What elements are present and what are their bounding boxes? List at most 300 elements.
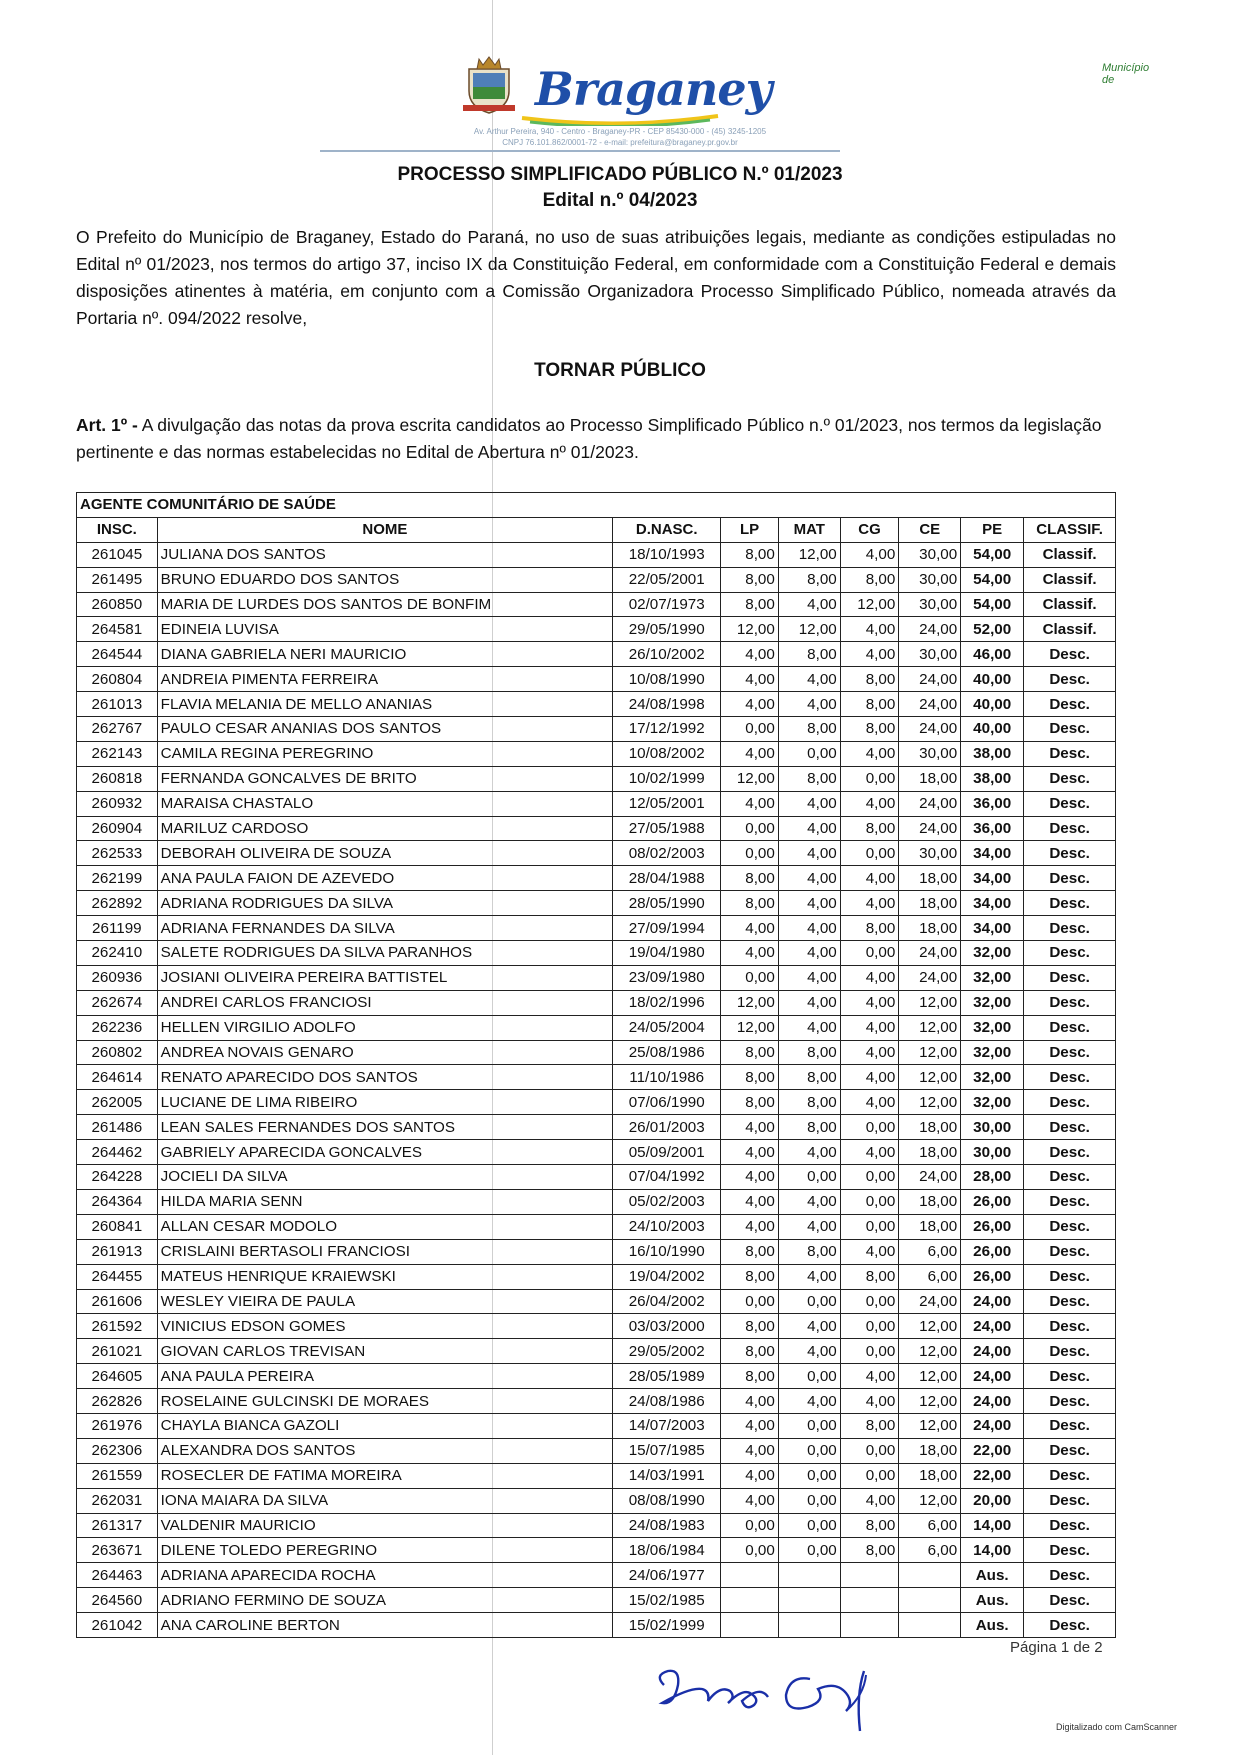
col-header-mat: MAT [778,517,840,542]
cell-pe: 24,00 [961,1289,1024,1314]
cell-cg: 4,00 [840,990,899,1015]
cell-dnasc: 27/09/1994 [613,916,721,941]
table-row [77,891,1116,916]
cell-insc: 260904 [77,816,158,841]
table-row [77,916,1116,941]
cell-mat: 12,00 [778,542,840,567]
cell-nome: ROSELAINE GULCINSKI DE MORAES [157,1389,612,1414]
cell-ce: 6,00 [899,1239,961,1264]
cell-ce: 18,00 [899,1214,961,1239]
cell-dnasc: 19/04/1980 [613,941,721,966]
cell-mat: 4,00 [778,941,840,966]
cell-lp: 8,00 [721,1264,778,1289]
table-row [77,816,1116,841]
cell-lp: 0,00 [721,1513,778,1538]
cell-ce [899,1613,961,1638]
cell-nome: ANDREIA PIMENTA FERREIRA [157,667,612,692]
cell-insc: 264605 [77,1364,158,1389]
cell-ce: 18,00 [899,1438,961,1463]
cell-lp: 0,00 [721,816,778,841]
cell-classif: Desc. [1024,1364,1116,1389]
cell-ce: 12,00 [899,1339,961,1364]
cell-insc: 264544 [77,642,158,667]
cell-ce: 24,00 [899,941,961,966]
cell-cg: 4,00 [840,1364,899,1389]
cell-ce: 6,00 [899,1513,961,1538]
cell-ce: 24,00 [899,717,961,742]
cell-dnasc: 22/05/2001 [613,567,721,592]
table-row [77,1563,1116,1588]
cell-ce: 18,00 [899,1140,961,1165]
cell-lp: 8,00 [721,1090,778,1115]
cell-classif: Desc. [1024,741,1116,766]
cell-cg: 8,00 [840,816,899,841]
col-header-insc: INSC. [77,517,158,542]
table-row [77,741,1116,766]
cell-cg: 8,00 [840,567,899,592]
cell-dnasc: 24/06/1977 [613,1563,721,1588]
table-row [77,1165,1116,1190]
cell-insc: 263671 [77,1538,158,1563]
cell-lp: 4,00 [721,692,778,717]
cell-cg: 4,00 [840,617,899,642]
coat-of-arms-icon [463,55,515,115]
table-row [77,866,1116,891]
cell-pe: 36,00 [961,791,1024,816]
cell-nome: ALLAN CESAR MODOLO [157,1214,612,1239]
cell-insc: 262031 [77,1488,158,1513]
cell-nome: DIANA GABRIELA NERI MAURICIO [157,642,612,667]
cell-lp: 4,00 [721,791,778,816]
cell-classif: Desc. [1024,1289,1116,1314]
cell-nome: MARIA DE LURDES DOS SANTOS DE BONFIM [157,592,612,617]
cell-insc: 262533 [77,841,158,866]
cell-cg: 8,00 [840,1538,899,1563]
cell-classif: Classif. [1024,542,1116,567]
cell-cg: 8,00 [840,1413,899,1438]
letterhead-divider [320,150,840,152]
document-subtitle: Edital n.º 04/2023 [542,190,698,211]
cell-pe: Aus. [961,1588,1024,1613]
cell-classif: Desc. [1024,1389,1116,1414]
cell-classif: Desc. [1024,791,1116,816]
cell-ce: 12,00 [899,1488,961,1513]
table-row [77,965,1116,990]
cell-insc: 260850 [77,592,158,617]
cell-mat: 4,00 [778,841,840,866]
cell-ce: 30,00 [899,567,961,592]
table-row [77,542,1116,567]
article-label: Art. 1º - [76,415,138,435]
cell-mat: 8,00 [778,1239,840,1264]
cell-cg: 0,00 [840,841,899,866]
cell-pe: 22,00 [961,1438,1024,1463]
cell-classif: Desc. [1024,866,1116,891]
cell-cg: 4,00 [840,542,899,567]
cell-lp: 4,00 [721,916,778,941]
cell-nome: CRISLAINI BERTASOLI FRANCIOSI [157,1239,612,1264]
cell-nome: ANA CAROLINE BERTON [157,1613,612,1638]
cell-ce: 12,00 [899,1090,961,1115]
cell-insc: 262306 [77,1438,158,1463]
cell-cg: 4,00 [840,866,899,891]
cell-nome: HILDA MARIA SENN [157,1189,612,1214]
cell-nome: SALETE RODRIGUES DA SILVA PARANHOS [157,941,612,966]
cell-cg: 4,00 [840,1065,899,1090]
table-row [77,1588,1116,1613]
cell-insc: 264581 [77,617,158,642]
cell-mat: 0,00 [778,1488,840,1513]
cell-pe: 54,00 [961,542,1024,567]
cell-ce: 30,00 [899,542,961,567]
cell-cg: 4,00 [840,791,899,816]
cell-nome: MARILUZ CARDOSO [157,816,612,841]
cell-cg: 8,00 [840,1513,899,1538]
cell-insc: 262767 [77,717,158,742]
cell-nome: DILENE TOLEDO PEREGRINO [157,1538,612,1563]
cell-dnasc: 24/08/1998 [613,692,721,717]
cell-nome: RENATO APARECIDO DOS SANTOS [157,1065,612,1090]
table-row [77,667,1116,692]
col-header-ce: CE [899,517,961,542]
col-header-nome: NOME [157,517,612,542]
cell-lp: 4,00 [721,941,778,966]
cell-ce: 30,00 [899,841,961,866]
cell-ce [899,1563,961,1588]
cell-mat: 4,00 [778,891,840,916]
cell-dnasc: 24/08/1986 [613,1389,721,1414]
cell-insc: 261606 [77,1289,158,1314]
cell-dnasc: 24/08/1983 [613,1513,721,1538]
cell-lp: 4,00 [721,1488,778,1513]
cell-dnasc: 28/05/1990 [613,891,721,916]
tornar-publico-heading: TORNAR PÚBLICO [534,360,706,381]
cell-cg: 4,00 [840,891,899,916]
cell-cg: 0,00 [840,1214,899,1239]
cell-dnasc: 07/06/1990 [613,1090,721,1115]
cell-classif: Desc. [1024,717,1116,742]
cell-cg: 8,00 [840,692,899,717]
cell-dnasc: 10/08/2002 [613,741,721,766]
article-text: A divulgação das notas da prova escrita candidatos ao Processo Simplificado Público n.º 01/2023, nos termos da legislação pertinente e das normas estabelecidas no Edital de Abertura nº 01/2023. [76,415,1102,462]
table-row [77,1364,1116,1389]
cell-lp: 4,00 [721,1463,778,1488]
cell-mat: 0,00 [778,1538,840,1563]
cell-nome: ADRIANA RODRIGUES DA SILVA [157,891,612,916]
cell-dnasc: 17/12/1992 [613,717,721,742]
col-header-lp: LP [721,517,778,542]
cell-dnasc: 15/02/1999 [613,1613,721,1638]
cell-lp: 8,00 [721,1065,778,1090]
cell-nome: MATEUS HENRIQUE KRAIEWSKI [157,1264,612,1289]
cell-nome: ANA PAULA PEREIRA [157,1364,612,1389]
cell-mat: 8,00 [778,1115,840,1140]
cell-ce: 18,00 [899,866,961,891]
signature-icon [650,1645,910,1735]
cell-dnasc: 10/08/1990 [613,667,721,692]
cell-ce: 24,00 [899,617,961,642]
cell-nome: ADRIANA FERNANDES DA SILVA [157,916,612,941]
table-row [77,1488,1116,1513]
cell-mat: 8,00 [778,642,840,667]
cell-dnasc: 08/02/2003 [613,841,721,866]
cell-classif: Desc. [1024,766,1116,791]
cell-pe: 14,00 [961,1538,1024,1563]
cell-classif: Desc. [1024,816,1116,841]
cell-dnasc: 26/01/2003 [613,1115,721,1140]
cell-pe: 40,00 [961,667,1024,692]
cell-ce: 18,00 [899,1463,961,1488]
table-header-row [77,517,1116,542]
cell-mat: 0,00 [778,1289,840,1314]
cell-lp: 4,00 [721,1189,778,1214]
cell-ce: 12,00 [899,1065,961,1090]
cell-insc: 264614 [77,1065,158,1090]
cell-pe: 32,00 [961,1015,1024,1040]
cell-dnasc: 07/04/1992 [613,1165,721,1190]
cell-pe: 26,00 [961,1214,1024,1239]
cell-dnasc: 28/05/1989 [613,1364,721,1389]
cell-insc: 264228 [77,1165,158,1190]
cell-lp: 8,00 [721,1239,778,1264]
cell-pe: 20,00 [961,1488,1024,1513]
cell-nome: EDINEIA LUVISA [157,617,612,642]
cell-mat: 8,00 [778,717,840,742]
cell-nome: ROSECLER DE FATIMA MOREIRA [157,1463,612,1488]
cell-cg: 4,00 [840,642,899,667]
cell-lp: 0,00 [721,1538,778,1563]
cell-lp: 4,00 [721,1413,778,1438]
cell-pe: 24,00 [961,1364,1024,1389]
cell-lp: 12,00 [721,1015,778,1040]
cell-classif: Desc. [1024,1513,1116,1538]
cell-classif: Classif. [1024,617,1116,642]
cell-lp: 12,00 [721,617,778,642]
cell-lp: 4,00 [721,1438,778,1463]
cell-cg: 4,00 [840,741,899,766]
cell-mat: 4,00 [778,592,840,617]
cell-cg: 0,00 [840,1289,899,1314]
table-row [77,1015,1116,1040]
cell-dnasc: 27/05/1988 [613,816,721,841]
cell-insc: 261495 [77,567,158,592]
table-section-title: AGENTE COMUNITÁRIO DE SAÚDE [77,493,1116,518]
cell-mat: 0,00 [778,741,840,766]
cell-pe: 54,00 [961,567,1024,592]
cell-classif: Desc. [1024,1090,1116,1115]
cell-nome: GIOVAN CARLOS TREVISAN [157,1339,612,1364]
cell-pe: 28,00 [961,1165,1024,1190]
cell-dnasc: 26/04/2002 [613,1289,721,1314]
cell-nome: CHAYLA BIANCA GAZOLI [157,1413,612,1438]
cell-classif: Desc. [1024,642,1116,667]
cell-lp: 4,00 [721,1115,778,1140]
table-row [77,1189,1116,1214]
cell-insc: 262236 [77,1015,158,1040]
cell-ce: 18,00 [899,1189,961,1214]
cell-pe: 40,00 [961,692,1024,717]
letterhead [0,40,1240,160]
cell-lp: 0,00 [721,841,778,866]
cell-nome: CAMILA REGINA PEREGRINO [157,741,612,766]
cell-cg: 4,00 [840,1140,899,1165]
cell-nome: IONA MAIARA DA SILVA [157,1488,612,1513]
cell-lp: 8,00 [721,592,778,617]
cell-insc: 262674 [77,990,158,1015]
cell-nome: JOCIELI DA SILVA [157,1165,612,1190]
cell-mat: 0,00 [778,1463,840,1488]
cell-mat: 4,00 [778,1389,840,1414]
cell-classif: Desc. [1024,841,1116,866]
cell-classif: Desc. [1024,1189,1116,1214]
cell-lp: 0,00 [721,1289,778,1314]
page-number: Página 1 de 2 [1010,1639,1103,1656]
table-row [77,1463,1116,1488]
table-row [77,1613,1116,1638]
table-row [77,717,1116,742]
cell-ce: 12,00 [899,990,961,1015]
cell-dnasc: 02/07/1973 [613,592,721,617]
cell-cg: 8,00 [840,916,899,941]
cell-nome: DEBORAH OLIVEIRA DE SOUZA [157,841,612,866]
cell-ce: 18,00 [899,766,961,791]
address-line-1: Av. Arthur Pereira, 940 - Centro - Braganey-PR - CEP 85430-000 - (45) 3245-1205 [473,127,767,136]
cell-cg: 0,00 [840,941,899,966]
cell-lp [721,1588,778,1613]
cell-mat: 4,00 [778,1214,840,1239]
cell-nome: ALEXANDRA DOS SANTOS [157,1438,612,1463]
cell-cg: 0,00 [840,1339,899,1364]
cell-ce: 12,00 [899,1364,961,1389]
cell-classif: Desc. [1024,965,1116,990]
cell-dnasc: 05/09/2001 [613,1140,721,1165]
table-row [77,692,1116,717]
cell-lp [721,1613,778,1638]
cell-pe: 54,00 [961,592,1024,617]
cell-mat: 12,00 [778,617,840,642]
cell-ce [899,1588,961,1613]
cell-ce: 6,00 [899,1538,961,1563]
cell-dnasc: 11/10/1986 [613,1065,721,1090]
cell-cg: 12,00 [840,592,899,617]
cell-dnasc: 23/09/1980 [613,965,721,990]
table-row [77,1264,1116,1289]
cell-ce: 12,00 [899,1015,961,1040]
cell-mat: 0,00 [778,1364,840,1389]
cell-nome: JULIANA DOS SANTOS [157,542,612,567]
cell-mat: 4,00 [778,667,840,692]
cell-cg: 8,00 [840,717,899,742]
cell-lp: 0,00 [721,965,778,990]
table-row [77,1140,1116,1165]
cell-mat: 4,00 [778,866,840,891]
table-row [77,1513,1116,1538]
cell-lp: 4,00 [721,1165,778,1190]
cell-lp: 8,00 [721,1040,778,1065]
cell-dnasc: 18/02/1996 [613,990,721,1015]
cell-insc: 260818 [77,766,158,791]
cell-classif: Desc. [1024,1588,1116,1613]
table-row [77,1538,1116,1563]
cell-classif: Desc. [1024,667,1116,692]
table-row [77,1065,1116,1090]
cell-classif: Desc. [1024,1214,1116,1239]
cell-cg: 8,00 [840,1264,899,1289]
table-row [77,990,1116,1015]
cell-cg: 4,00 [840,1040,899,1065]
cell-insc: 264462 [77,1140,158,1165]
cell-pe: 24,00 [961,1339,1024,1364]
cell-insc: 261976 [77,1413,158,1438]
cell-cg: 4,00 [840,1389,899,1414]
table-row [77,1413,1116,1438]
cell-insc: 262143 [77,741,158,766]
cell-mat: 4,00 [778,791,840,816]
cell-lp: 12,00 [721,766,778,791]
cell-lp: 8,00 [721,1314,778,1339]
cell-lp: 4,00 [721,642,778,667]
cell-dnasc: 15/07/1985 [613,1438,721,1463]
cell-nome: VALDENIR MAURICIO [157,1513,612,1538]
table-row [77,1438,1116,1463]
cell-ce: 18,00 [899,916,961,941]
cell-mat [778,1613,840,1638]
col-header-cg: CG [840,517,899,542]
cell-classif: Desc. [1024,1065,1116,1090]
cell-pe: 46,00 [961,642,1024,667]
cell-classif: Desc. [1024,1463,1116,1488]
cell-mat: 0,00 [778,1413,840,1438]
cell-dnasc: 08/08/1990 [613,1488,721,1513]
table-row [77,1040,1116,1065]
cell-nome: ANA PAULA FAION DE AZEVEDO [157,866,612,891]
cell-ce: 24,00 [899,692,961,717]
cell-dnasc: 25/08/1986 [613,1040,721,1065]
col-header-pe: PE [961,517,1024,542]
cell-pe: 22,00 [961,1463,1024,1488]
cell-nome: HELLEN VIRGILIO ADOLFO [157,1015,612,1040]
cell-cg: 8,00 [840,667,899,692]
cell-insc: 260802 [77,1040,158,1065]
cell-insc: 262410 [77,941,158,966]
cell-mat: 4,00 [778,916,840,941]
cell-nome: ADRIANO FERMINO DE SOUZA [157,1588,612,1613]
cell-cg: 4,00 [840,1488,899,1513]
cell-pe: 32,00 [961,965,1024,990]
cell-lp: 4,00 [721,1389,778,1414]
cell-pe: 34,00 [961,866,1024,891]
cell-insc: 260804 [77,667,158,692]
cell-ce: 24,00 [899,791,961,816]
cell-mat: 0,00 [778,1438,840,1463]
cell-mat [778,1588,840,1613]
cell-ce: 12,00 [899,1413,961,1438]
scanner-watermark: Digitalizado com CamScanner [1056,1722,1178,1732]
cell-mat: 0,00 [778,1513,840,1538]
swoosh-icon [520,112,720,126]
cell-pe: Aus. [961,1613,1024,1638]
cell-insc: 264364 [77,1189,158,1214]
cell-insc: 262005 [77,1090,158,1115]
cell-pe: 36,00 [961,816,1024,841]
cell-nome: ADRIANA APARECIDA ROCHA [157,1563,612,1588]
cell-insc: 260932 [77,791,158,816]
cell-nome: FLAVIA MELANIA DE MELLO ANANIAS [157,692,612,717]
cell-ce: 12,00 [899,1040,961,1065]
cell-insc: 261045 [77,542,158,567]
cell-nome: MARAISA CHASTALO [157,791,612,816]
cell-nome: WESLEY VIEIRA DE PAULA [157,1289,612,1314]
